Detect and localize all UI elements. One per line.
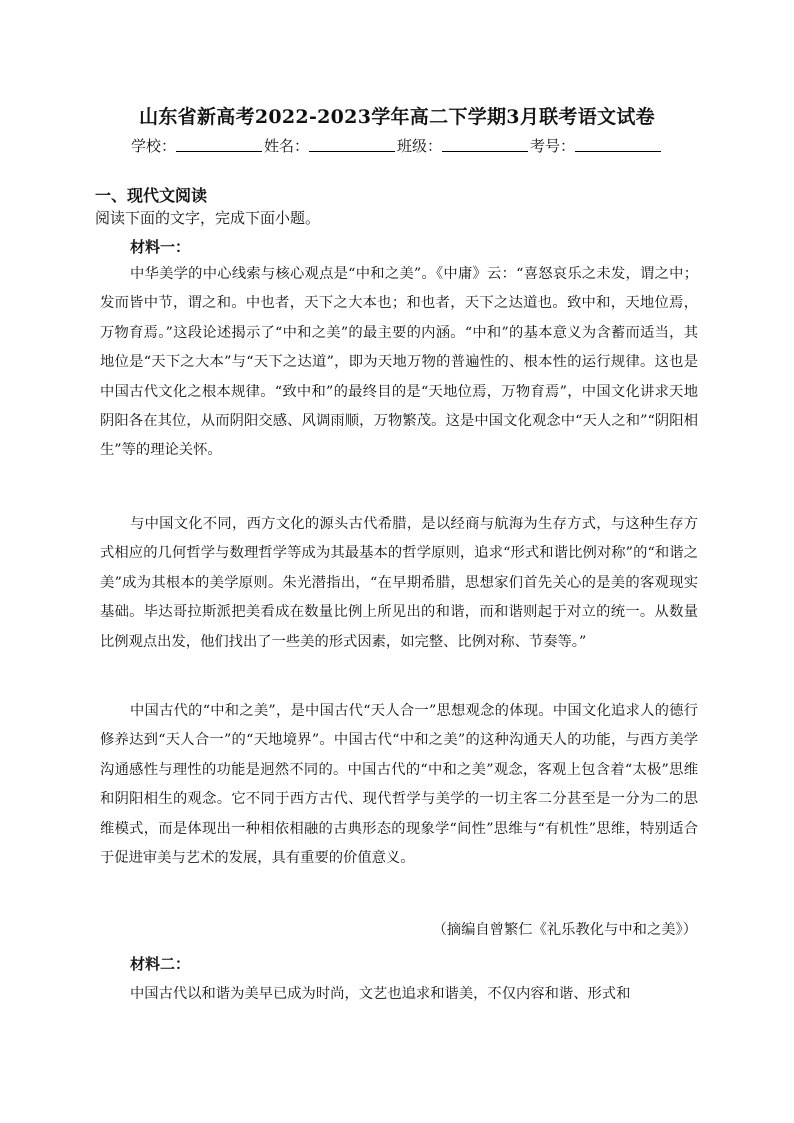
student-info-line [0, 135, 794, 156]
material-1-paragraph-2: 与中国文化不同，西方文化的源头古代希腊，是以经商与航海为生存方式，与这种生存方式相应的几何哲学与数理哲学等成为其最基本的哲学原则，追求“形式和谐比例对称”的“和谐之美”成为其根本的美学原则。朱光潜指出，“在早期希腊，思想家们首先关心的是美的客观现实基础。毕达哥拉斯派把美看成在数量比例上所见出的和谐，而和谐则起于对立的统一。从数量比例观点出发，他们找出了一些美的形式因素，如完整、比例对称、节奏等。” [100, 516, 698, 650]
material-1-paragraph-3: 中国古代的“中和之美”，是中国古代“天人合一”思想观念的体现。中国文化追求人的德行修养达到“天人合一”的“天地境界”。中国古代“中和之美”的这种沟通天人的功能，与西方美学沟通感性与理性的功能是迥然不同的。中国古代的“中和之美”观念，客观上包含着“太极”思维和阴阳相生的观念。它不同于西方古代、现代哲学与美学的一切主客二分甚至是一分为二的思维模式，而是体现出一种相依相融的古典形态的现象学“间性”思维与“有机性”思维，特别适合于促进审美与艺术的发展，具有重要的价值意义。 [100, 703, 698, 867]
name-blank[interactable] [309, 137, 395, 152]
class-blank[interactable] [442, 137, 528, 152]
section-heading: 一、现代文阅读 [95, 186, 208, 205]
material-1-source: （摘编自曾繁仁《礼乐教化与中和之美》） [432, 922, 697, 938]
material-1-label: 材料一： [130, 238, 191, 256]
page-title: 山东省新高考2022-2023学年高二下学期3月联考语文试卷 [139, 106, 655, 128]
material-1-paragraph-1: 中华美学的中心线索与核心观点是“中和之美”。《中庸》云：“喜怒哀乐之未发，谓之中；发而皆中节，谓之和。中也者，天下之大本也；和也者，天下之达道也。致中和，天地位焉，万物育焉。”这段论述揭示了“中和之美”的最主要的内涵。“中和”的基本意义为含蓄而适当，其地位是“天下之大本”与“天下之达道”，即为天地万物的普遍性的、根本性的运行规律。这也是中国古代文化之根本规律。“致中和”的最终目的是“天地位焉，万物育焉”，中国文化讲求天地阴阳各在其位，从而阴阳交感、风调雨顺，万物繁茂。这是中国文化观念中“天人之和”“阴阳相生”等的理论关怀。 [100, 266, 698, 459]
exam-number-blank[interactable] [575, 137, 661, 152]
name-label: 姓名： [263, 137, 309, 155]
material-2-paragraph-1: 中国古代以和谐为美早已成为时尚，文艺也追求和谐美，不仅内容和谐、形式和 [130, 986, 631, 1002]
instruction-text: 阅读下面的文字，完成下面小题。 [95, 209, 321, 227]
school-blank[interactable] [176, 137, 262, 152]
class-label: 班级： [397, 137, 443, 155]
material-2-label: 材料二： [130, 955, 191, 973]
exam-number-label: 考号： [530, 137, 576, 155]
school-label: 学校： [130, 137, 176, 155]
